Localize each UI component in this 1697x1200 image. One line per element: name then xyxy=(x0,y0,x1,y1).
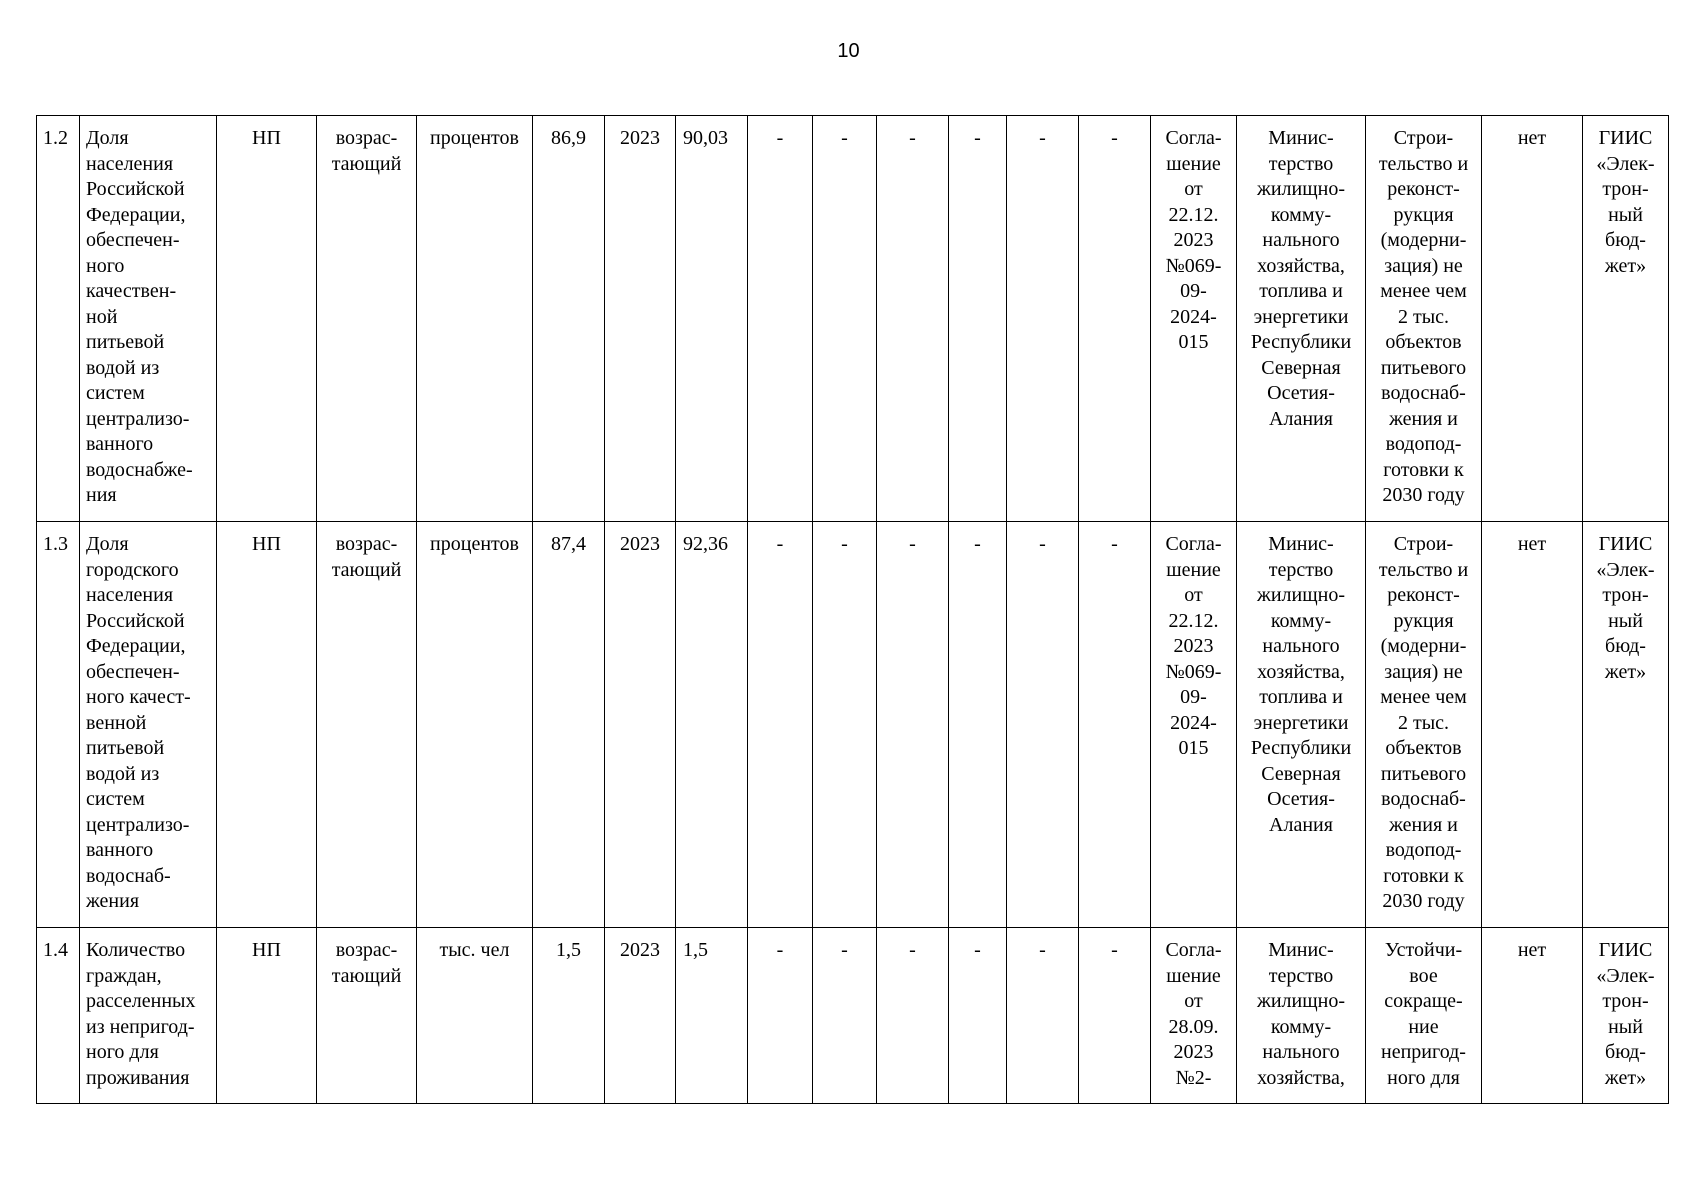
dash-cell: - xyxy=(748,116,813,522)
page-number: 10 xyxy=(837,40,860,62)
row-number: 1.3 xyxy=(37,522,80,928)
related-result: Строи- тельство и реконст- рукция (модерни- зация) не менее чем 2 тыс. объектов питьевого водоснаб- жения и водопод- готовки к 2030 году xyxy=(1366,522,1482,928)
base-year: 2023 xyxy=(605,116,676,522)
source-document: Согла- шение от 22.12. 2023 №069- 09- 2024- 015 xyxy=(1151,116,1237,522)
flag-value: нет xyxy=(1482,928,1583,1104)
flag-value: нет xyxy=(1482,522,1583,928)
dash-cell: - xyxy=(748,522,813,928)
indicator-dynamics: возрас- тающий xyxy=(317,522,417,928)
target-value: 1,5 xyxy=(676,928,748,1104)
information-system: ГИИС «Элек- трон- ный бюд- жет» xyxy=(1583,522,1669,928)
dash-cell: - xyxy=(1007,928,1079,1104)
dash-cell: - xyxy=(949,116,1007,522)
row-number: 1.4 xyxy=(37,928,80,1104)
dash-cell: - xyxy=(748,928,813,1104)
indicators-table xyxy=(36,115,1669,1104)
indicator-name: Доля городского населения Российской Федерации, обеспечен- ного качест- венной питьевой водой из систем централизо- ванного водоснаб- жения xyxy=(80,522,217,928)
unit-of-measure: тыс. чел xyxy=(417,928,533,1104)
information-system: ГИИС «Элек- трон- ный бюд- жет» xyxy=(1583,928,1669,1104)
source-document: Согла- шение от 28.09. 2023 №2- xyxy=(1151,928,1237,1104)
target-value: 92,36 xyxy=(676,522,748,928)
row-number: 1.2 xyxy=(37,116,80,522)
dash-cell: - xyxy=(813,928,877,1104)
dash-cell: - xyxy=(877,116,949,522)
base-year: 2023 xyxy=(605,928,676,1104)
dash-cell: - xyxy=(949,522,1007,928)
indicator-dynamics: возрас- тающий xyxy=(317,116,417,522)
table-row xyxy=(37,522,1669,928)
dash-cell: - xyxy=(1079,928,1151,1104)
dash-cell: - xyxy=(1007,116,1079,522)
unit-of-measure: процентов xyxy=(417,522,533,928)
dash-cell: - xyxy=(877,928,949,1104)
unit-of-measure: процентов xyxy=(417,116,533,522)
indicator-dynamics: возрас- тающий xyxy=(317,928,417,1104)
related-result: Устойчи- вое сокраще- ние непригод- ного для xyxy=(1366,928,1482,1104)
dash-cell: - xyxy=(949,928,1007,1104)
dash-cell: - xyxy=(1079,116,1151,522)
source-document: Согла- шение от 22.12. 2023 №069- 09- 2024- 015 xyxy=(1151,522,1237,928)
base-year: 2023 xyxy=(605,522,676,928)
related-result: Строи- тельство и реконст- рукция (модерни- зация) не менее чем 2 тыс. объектов питьевого водоснаб- жения и водопод- готовки к 2030 году xyxy=(1366,116,1482,522)
dash-cell: - xyxy=(1007,522,1079,928)
base-value: 1,5 xyxy=(533,928,605,1104)
base-value: 86,9 xyxy=(533,116,605,522)
dash-cell: - xyxy=(813,522,877,928)
indicator-level: НП xyxy=(217,116,317,522)
dash-cell: - xyxy=(1079,522,1151,928)
table-row xyxy=(37,928,1669,1104)
information-system: ГИИС «Элек- трон- ный бюд- жет» xyxy=(1583,116,1669,522)
indicator-name: Доля населения Российской Федерации, обеспечен- ного качествен- ной питьевой водой из систем централизо- ванного водоснабже- ния xyxy=(80,116,217,522)
responsible-body: Минис- терство жилищно- комму- нального хозяйства, xyxy=(1237,928,1366,1104)
dash-cell: - xyxy=(877,522,949,928)
indicator-name: Количество граждан, расселенных из непригод- ного для проживания xyxy=(80,928,217,1104)
target-value: 90,03 xyxy=(676,116,748,522)
indicator-level: НП xyxy=(217,522,317,928)
dash-cell: - xyxy=(813,116,877,522)
flag-value: нет xyxy=(1482,116,1583,522)
base-value: 87,4 xyxy=(533,522,605,928)
responsible-body: Минис- терство жилищно- комму- нального хозяйства, топлива и энергетики Республики Северная Осетия- Алания xyxy=(1237,116,1366,522)
indicator-level: НП xyxy=(217,928,317,1104)
responsible-body: Минис- терство жилищно- комму- нального хозяйства, топлива и энергетики Республики Северная Осетия- Алания xyxy=(1237,522,1366,928)
table-row xyxy=(37,116,1669,522)
